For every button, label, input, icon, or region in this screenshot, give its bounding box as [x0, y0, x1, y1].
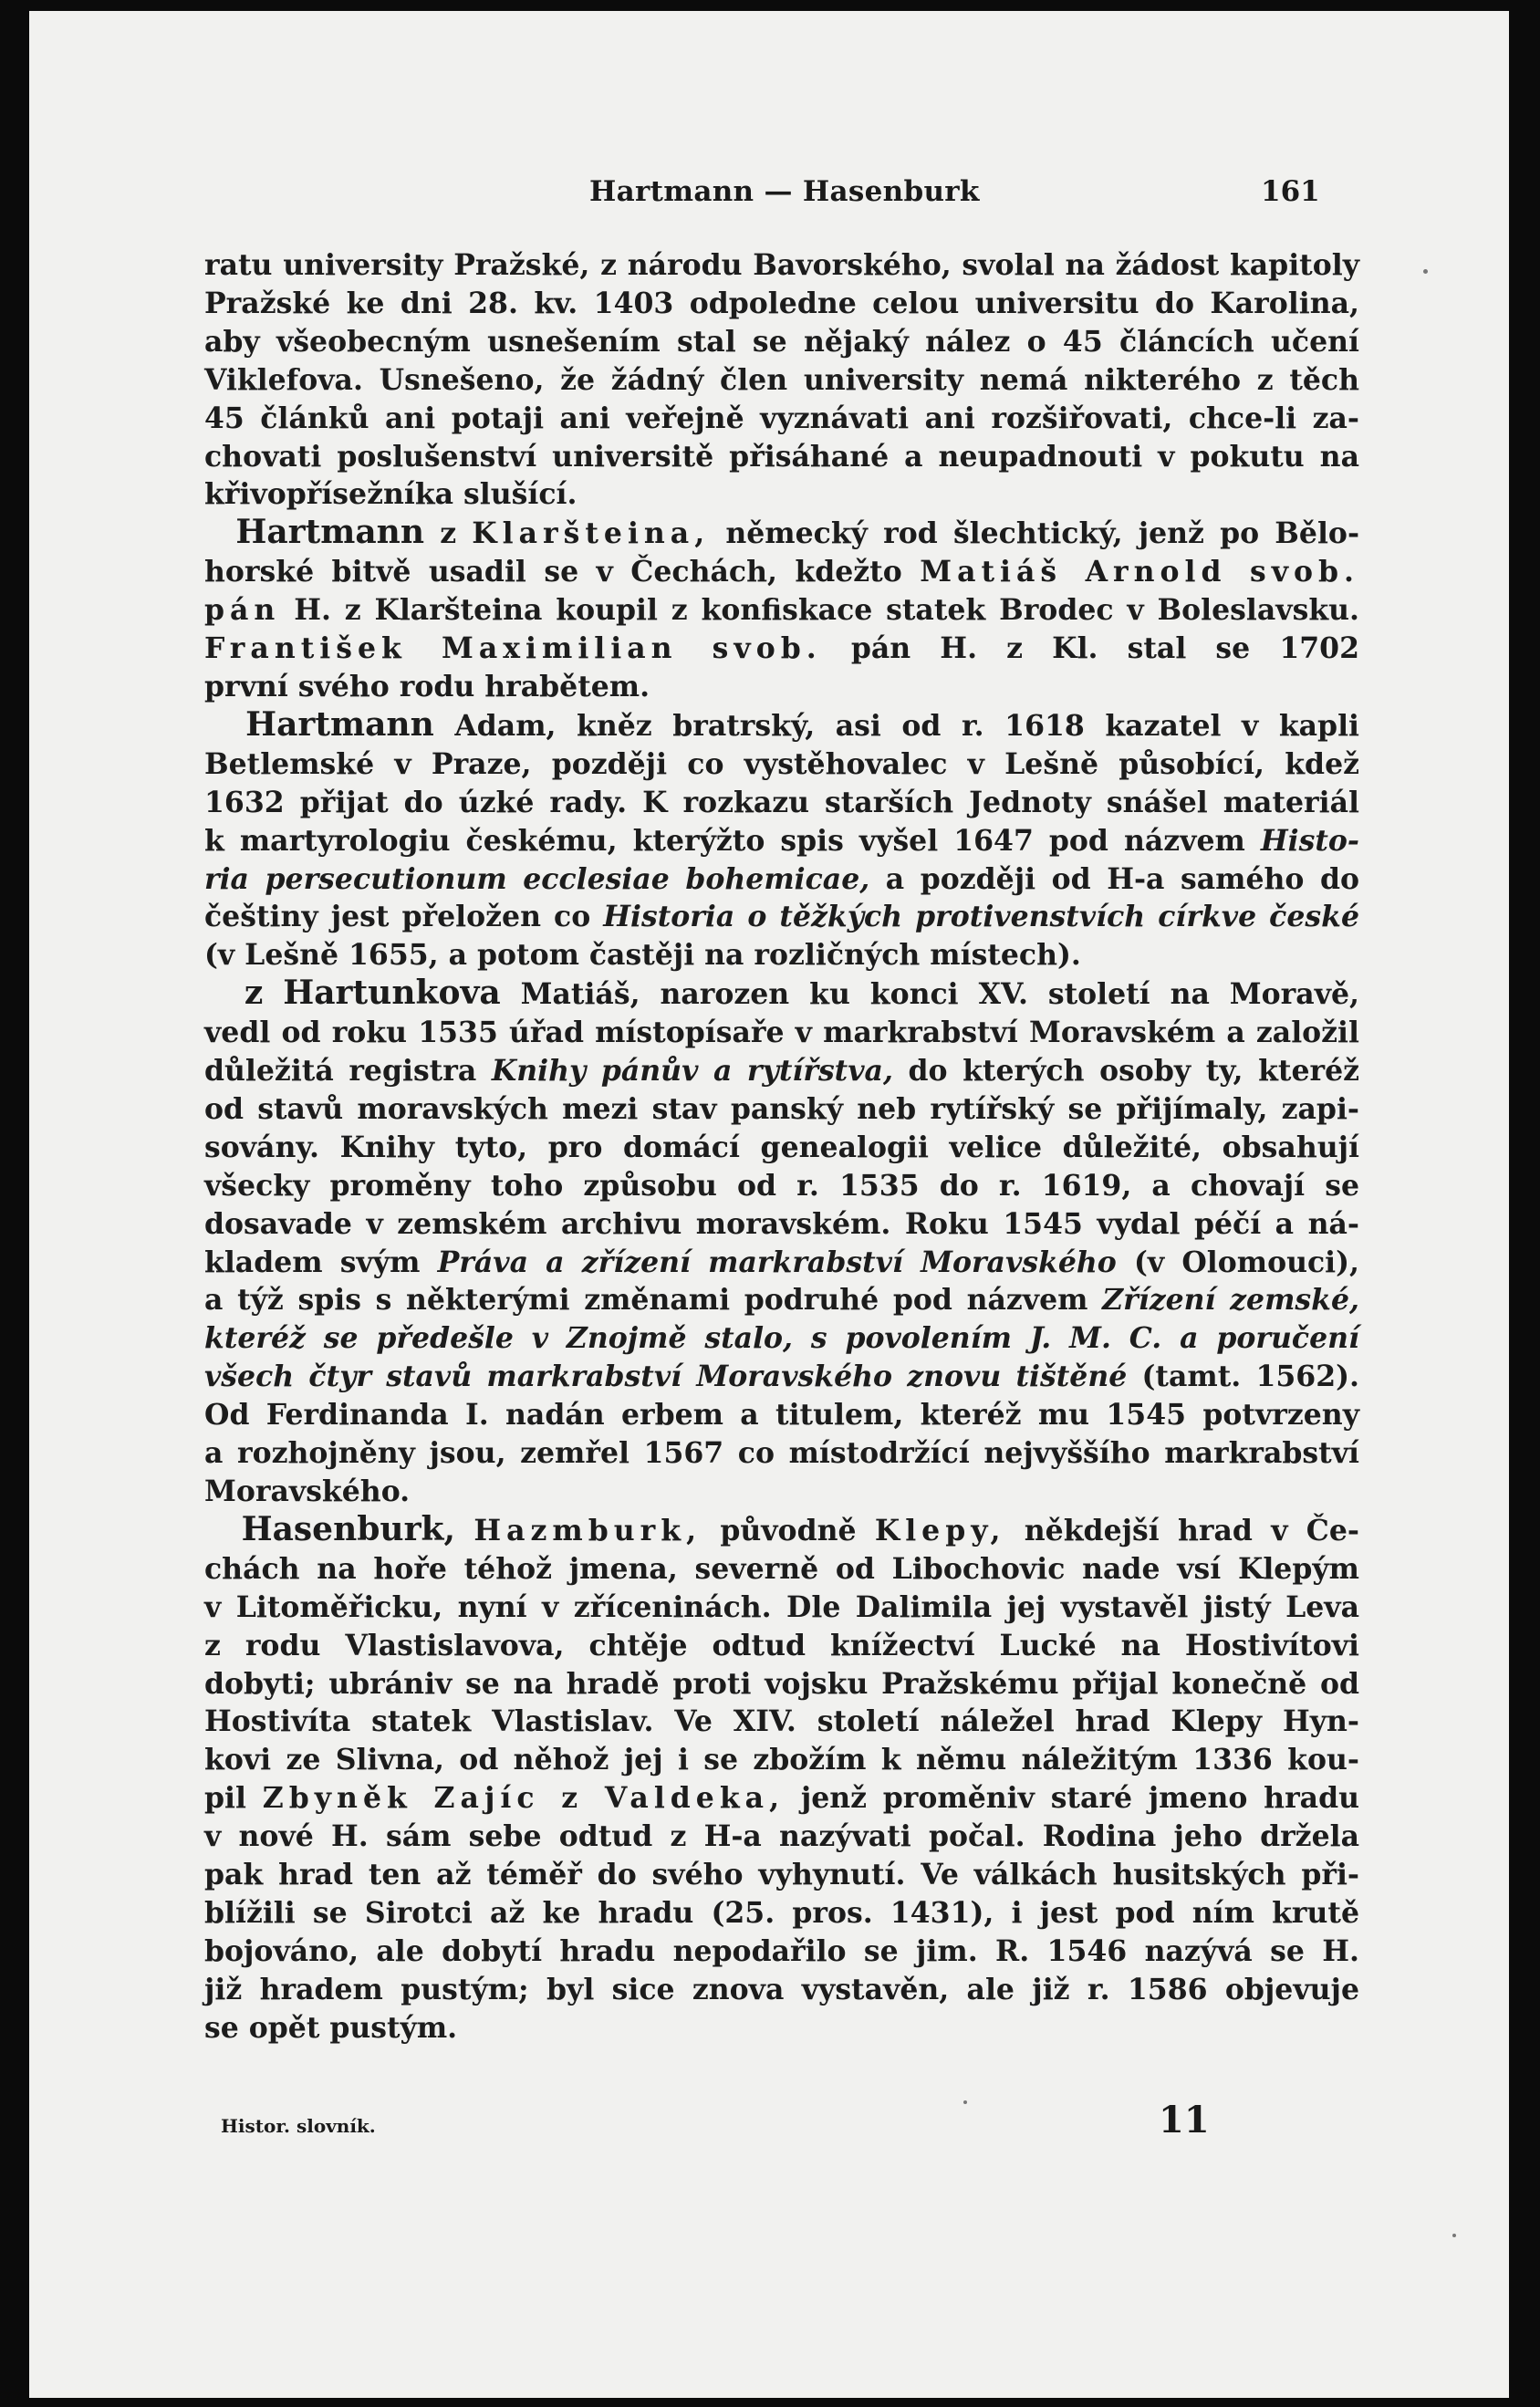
text-line: František Maximilian svob. pán H. z Kl. stal se 1702	[204, 631, 1359, 666]
entry-hasenburk	[204, 1511, 1359, 2048]
header-title: Hartmann — Hasenburk	[589, 175, 980, 208]
text-line: kovi ze Slivna, od něhož jej i se zbožím k němu náležitým 1336 kou-	[204, 1743, 1359, 1777]
text-line: chovati poslušenství universitě přisáhané a neupadnouti v pokutu na	[204, 439, 1359, 474]
text-line: z Hartunkova Matiáš, narozen ku konci XV. století na Moravě,	[244, 974, 1359, 1013]
text-line: bojováno, ale dobytí hradu nepodařilo se jim. R. 1546 nazývá se H.	[204, 1933, 1359, 1968]
text-line: 1632 přijat do úzké rady. K rozkazu starších Jednoty snášel materiál	[204, 785, 1359, 819]
text-line: Betlemské v Praze, později co vystěhovalec v Lešně působící, kdež	[204, 746, 1359, 781]
entry-hartmann-adam	[204, 706, 1359, 974]
article-body	[204, 246, 1359, 2048]
entry-hartunkova	[204, 974, 1359, 1511]
text-line: a týž spis s některými změnami podruhé pod názvem Zřízení zemské,	[204, 1283, 1359, 1318]
text-line: kladem svým Práva a zřízení markrabství Moravského (v Olomouci),	[204, 1245, 1359, 1279]
entry-headword: Hasenburk,	[241, 1509, 456, 1548]
entry-hartmann-klarstein	[204, 514, 1359, 706]
text-line: horské bitvě usadil se v Čechách, kdežto Matiáš Arnold svob.	[204, 555, 1360, 589]
text-line: z rodu Vlastislavova, chtěje odtud knížectví Lucké na Hostivítovi	[204, 1628, 1359, 1662]
text-line: Hasenburk, Hazmburk, původně Klepy, někdejší hrad v Če-	[241, 1509, 1359, 1548]
text-line: křivopřísežníka slušící.	[204, 477, 578, 512]
text-line: sovány. Knihy tyto, pro domácí genealogii velice důležité, obsahují	[204, 1130, 1359, 1164]
text-line: Pražské ke dni 28. kv. 1403 odpoledne celou universitu do Karolina,	[204, 286, 1359, 320]
text-line: Od Ferdinanda I. nadán erbem a titulem, kteréž mu 1545 potvrzeny	[204, 1398, 1359, 1433]
paper-speck	[963, 2100, 967, 2104]
page-footer	[29, 2099, 1509, 2153]
text-line: vedl od roku 1535 úřad místopísaře v markrabství Moravském a založil	[204, 1016, 1359, 1050]
text-line: (v Lešně 1655, a potom častěji na rozličných místech).	[204, 938, 1081, 973]
entry-headword: Hartmann	[235, 513, 425, 552]
text-line: aby všeobecným usnešením stal se nějaký nález o 45 článcích učení	[204, 324, 1359, 359]
text-line: češtiny jest přeložen co Historia o těžkých protivenstvích církve české	[204, 900, 1360, 934]
text-line: v Litoměřicku, nyní v zříceninách. Dle Dalimila jej vystavěl jistý Leva	[204, 1589, 1359, 1624]
text-line: kteréž se předešle v Znojmě stalo, s povolením J. M. C. a poručení	[204, 1321, 1359, 1356]
paper-speck	[1452, 2234, 1456, 2237]
text-line: Hostivíta statek Vlastislav. Ve XIV. století náležel hrad Klepy Hyn-	[204, 1704, 1359, 1739]
text-line: Viklefova. Usnešeno, že žádný člen university nemá nikterého z těch	[204, 362, 1359, 397]
running-header	[29, 175, 1509, 221]
text-line: všech čtyr stavů markrabství Moravského znovu tištěné (tamt. 1562).	[204, 1360, 1359, 1394]
text-line: k martyrologiu českému, kterýžto spis vyšel 1647 pod názvem Histo-	[204, 823, 1359, 858]
paragraph-university-continued	[204, 246, 1359, 514]
text-line: Hartmann Adam, kněz bratrský, asi od r. 1618 kazatel v kapli	[245, 704, 1360, 744]
text-line: 45 článků ani potaji ani veřejně vyznávati ani rozšiřovati, chce-li za-	[204, 401, 1359, 435]
text-line: a rozhojněny jsou, zemřel 1567 co místodržící nejvyššího markrabství	[204, 1436, 1359, 1471]
entry-headword: Hartmann	[245, 704, 434, 744]
text-line: se opět pustým.	[204, 2010, 458, 2045]
page-number: 161	[1261, 175, 1320, 208]
paper-speck	[1423, 269, 1428, 274]
text-line: ratu university Pražské, z národu Bavorského, svolal na žádost kapitoly	[204, 248, 1359, 282]
text-line: dobyti; ubrániv se na hradě proti vojsku Pražskému přijal konečně od	[204, 1666, 1359, 1701]
entry-headword: Hartunkova	[283, 974, 501, 1013]
text-line: blížili se Sirotci až ke hradu (25. pros. 1431), i jest pod ním krutě	[204, 1895, 1359, 1930]
text-line: Hartmann z Klaršteina, německý rod šlechtický, jenž po Bělo-	[235, 513, 1360, 552]
sheet-number: 11	[1159, 2099, 1210, 2141]
text-line: dosavade v zemském archivu moravském. Roku 1545 vydal péčí a ná-	[204, 1206, 1359, 1241]
text-line: od stavů moravských mezi stav panský neb rytířský se přijímaly, zapi-	[204, 1091, 1359, 1126]
signature-mark: Histor. slovník.	[221, 2115, 376, 2137]
text-line: pán H. z Klaršteina koupil z konfiskace statek Brodec v Boleslavsku.	[204, 593, 1360, 628]
text-line: pak hrad ten až téměř do svého vyhynutí. Ve válkách husitských při-	[204, 1858, 1359, 1892]
text-line: již hradem pustým; byl sice znova vystavěn, ale již r. 1586 objevuje	[204, 1972, 1359, 2006]
text-line: v nové H. sám sebe odtud z H-a nazývati počal. Rodina jeho držela	[204, 1819, 1359, 1854]
text-line: chách na hoře téhož jmena, severně od Libochovic nade vsí Klepým	[204, 1551, 1359, 1586]
document-page	[29, 11, 1509, 2398]
text-line: ria persecutionum ecclesiae bohemicae, a později od H-a samého do	[204, 861, 1359, 896]
text-line: první svého rodu hrabětem.	[204, 669, 650, 703]
text-line: důležitá registra Knihy pánův a rytířstva, do kterých osoby ty, kteréž	[204, 1054, 1360, 1089]
text-line: Moravského.	[204, 1474, 411, 1508]
text-line: pil Zbyněk Zajíc z Valdeka, jenž proměniv staré jmeno hradu	[204, 1781, 1360, 1816]
text-line: všecky proměny toho způsobu od r. 1535 do r. 1619, a chovají se	[204, 1168, 1359, 1203]
